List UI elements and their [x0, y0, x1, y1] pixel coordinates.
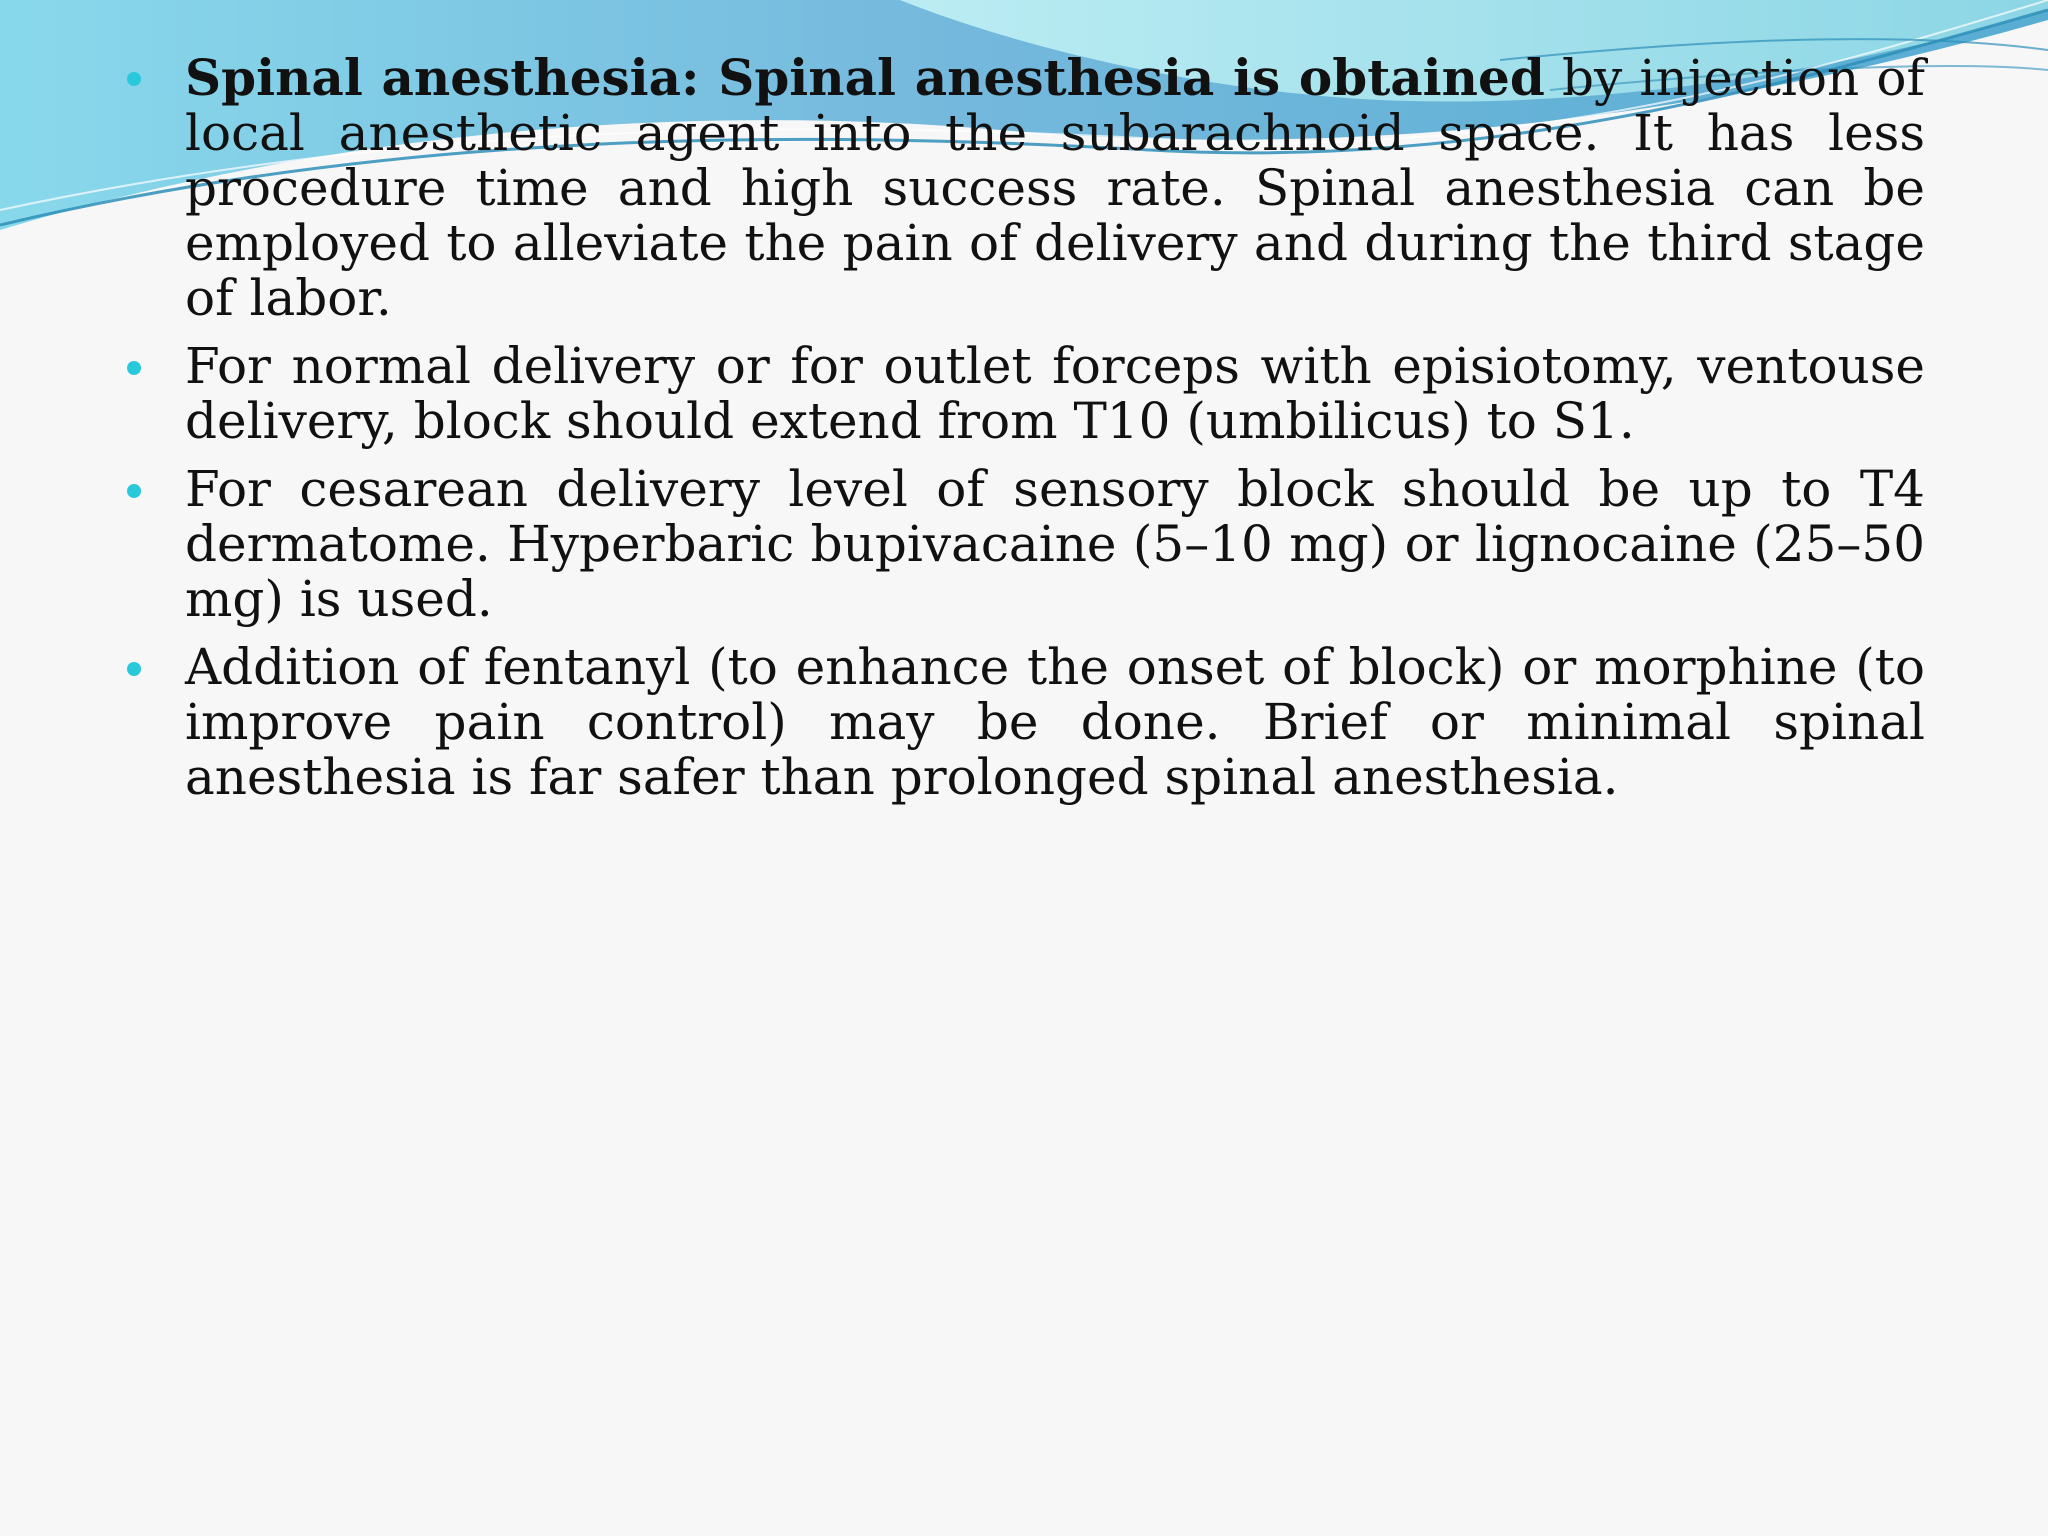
bullet-text: Addition of fentanyl (to enhance the onset of block) or morphine (to improve pain control) may be done. Brief or minimal spinal anesthesia is far safer than prolonged spinal anesthesia. — [185, 638, 1925, 806]
bullet-item-normal-delivery — [125, 339, 1925, 449]
bullet-text: For cesarean delivery level of sensory block should be up to T4 dermatome. Hyperbaric bupivacaine (5–10 mg) or lignocaine (25–50 mg) is used. — [185, 460, 1925, 628]
bullet-list — [125, 50, 1925, 805]
bullet-text: by injection of local anesthetic agent into the subarachnoid space. It has less procedure time and high success rate. Spinal anesthesia can be employed to alleviate the pain of delivery and during the third stage of labor. — [185, 49, 1925, 327]
bullet-item-spinal-anesthesia — [125, 50, 1925, 326]
bullet-item-cesarean-delivery — [125, 462, 1925, 627]
bullet-item-fentanyl-morphine — [125, 640, 1925, 805]
bullet-dot-icon — [127, 361, 141, 375]
bullet-dot-icon — [127, 72, 141, 86]
slide-content — [125, 50, 1925, 818]
bullet-dot-icon — [127, 662, 141, 676]
bullet-bold-lead: Spinal anesthesia: Spinal anesthesia is obtained — [185, 48, 1545, 107]
bullet-text: For normal delivery or for outlet forceps with episiotomy, ventouse delivery, block should extend from T10 (umbilicus) to S1. — [185, 337, 1925, 450]
bullet-dot-icon — [127, 484, 141, 498]
